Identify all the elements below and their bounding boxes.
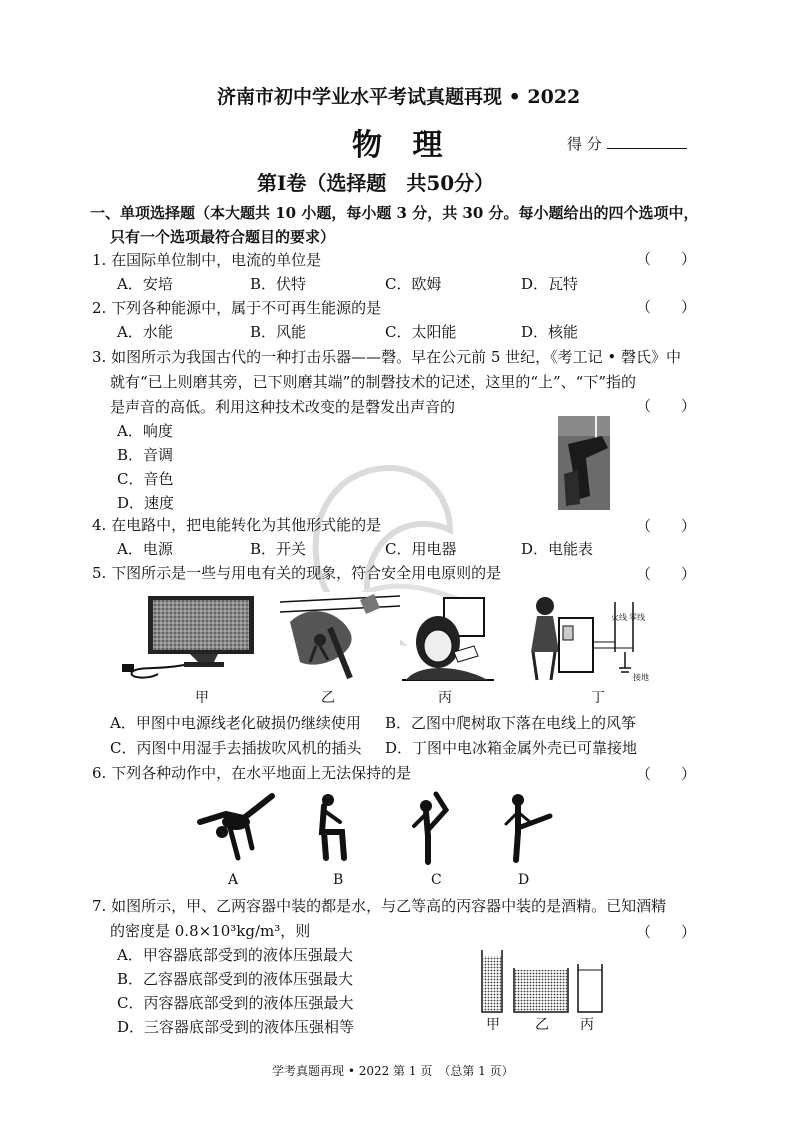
score-blank [607,134,687,149]
q1-answer-paren: （ ） [636,250,697,268]
score-label: 得 分 [567,135,602,153]
score-field [567,134,687,154]
q6-fig-label-b: B [333,872,344,888]
q3-option-c: C．音色 [117,470,174,488]
q7-fig-label-bing: 丙 [580,1017,594,1033]
q5-fig-label-jia: 甲 [195,690,209,706]
q1-stem: 1. 在国际单位制中，电流的单位是 [92,251,322,269]
q4-option-d: D．电能表 [521,540,594,558]
q1-option-b: B．伏特 [250,275,307,293]
q5-fig-label-ding: 丁 [591,690,605,706]
q5-figure-yi-tree [280,592,400,684]
q5-fig-label-bing: 丙 [438,690,452,706]
q6-figure-a-pose [196,792,276,864]
q3-answer-paren: （ ） [636,397,697,415]
q5-stem: 5. 下图所示是一些与用电有关的现象，符合安全用电原则的是 [92,564,502,582]
section1-instructions-line1: 一、单项选择题（本大题共 10 小题，每小题 3 分，共 30 分。每小题给出的四个选项中， [90,204,699,222]
q7-fig-label-jia: 甲 [486,1017,500,1033]
q6-figure-d-pose [500,792,556,864]
chime-stone-image [556,414,612,512]
q1-option-c: C．欧姆 [385,275,442,293]
q7-answer-paren: （ ） [636,923,697,941]
q2-option-b: B．风能 [250,323,307,341]
q5-answer-paren: （ ） [636,565,697,583]
q6-stem: 6. 下列各种动作中，在水平地面上无法保持的是 [92,764,412,782]
q7-stem-line2: 的密度是 0.8×10³kg/m³，则 [110,922,311,940]
section1-instructions-line2: 只有一个选项最符合题目的要求） [110,228,336,246]
q3-option-d: D．速度 [117,494,175,512]
q2-answer-paren: （ ） [636,298,697,316]
q5-option-b: B．乙图中爬树取下落在电线上的风筝 [385,714,637,732]
q5-figure-ding-fridge [515,592,655,684]
q5-fig-label-yi: 乙 [321,690,335,706]
q6-fig-label-c: C [431,872,442,888]
subject-title: 物 理 [352,128,453,163]
q7-containers-figure [478,948,610,1014]
q2-stem: 2. 下列各种能源中，属于不可再生能源的是 [92,299,382,317]
q1-option-d: D．瓦特 [521,275,579,293]
part1-title: 第Ⅰ卷（选择题 共50分） [257,171,495,195]
q3-stem-line1: 3. 如图所示为我国古代的一种打击乐器——磬。早在公元前 5 世纪，《考工记 • 磬氏》中 [92,348,682,366]
q7-option-b: B．乙容器底部受到的液体压强最大 [117,970,354,988]
exam-title: 济南市初中学业水平考试真题再现 • 2022 [217,86,581,108]
q7-option-d: D．三容器底部受到的液体压强相等 [117,1018,355,1036]
q1-option-a: A．安培 [117,275,173,293]
q4-option-a: A．电源 [117,540,173,558]
q6-figure-c-pose [402,790,462,866]
q2-option-a: A．水能 [117,323,173,341]
q5-figure-bing-hairdryer [398,592,498,684]
q6-figure-b-pose [312,792,356,864]
q3-stem-line2: 就有“已上则磨其旁，已下则磨其端”的制磬技术的记述，这里的“上”、“下”指的 [110,373,637,391]
q4-stem: 4. 在电路中，把电能转化为其他形式能的是 [92,516,382,534]
q2-option-d: D．核能 [521,323,579,341]
q2-option-c: C．太阳能 [385,323,457,341]
q5-option-c: C．丙图中用湿手去插拔吹风机的插头 [110,739,362,757]
q4-option-b: B．开关 [250,540,307,558]
q4-option-c: C．用电器 [385,540,457,558]
q6-fig-label-a: A [228,872,239,888]
q5-earth-label: 接地 [633,673,649,682]
page-footer: 学考真题再现 • 2022 第 1 页 （总第 1 页） [272,1064,514,1078]
q5-neutral-wire-label: 零线 [629,613,645,622]
q3-option-a: A．响度 [117,422,173,440]
q4-answer-paren: （ ） [636,517,697,535]
q7-fig-label-yi: 乙 [535,1017,549,1033]
q7-stem-line1: 7. 如图所示，甲、乙两容器中装的都是水，与乙等高的丙容器中装的是酒精。已知酒精 [92,897,667,915]
q6-answer-paren: （ ） [636,765,697,783]
q5-option-d: D．丁图中电冰箱金属外壳已可靠接地 [385,739,638,757]
q6-fig-label-d: D [518,872,530,888]
q3-stem-line3: 是声音的高低。利用这种技术改变的是磬发出声音的 [110,398,456,416]
q7-option-c: C．丙容器底部受到的液体压强最大 [117,994,354,1012]
q5-figure-jia-monitor [118,592,258,682]
q5-live-wire-label: 火线 [611,613,627,622]
q3-option-b: B．音调 [117,446,174,464]
q7-option-a: A．甲容器底部受到的液体压强最大 [117,946,353,964]
q5-option-a: A．甲图中电源线老化破损仍继续使用 [110,714,361,732]
